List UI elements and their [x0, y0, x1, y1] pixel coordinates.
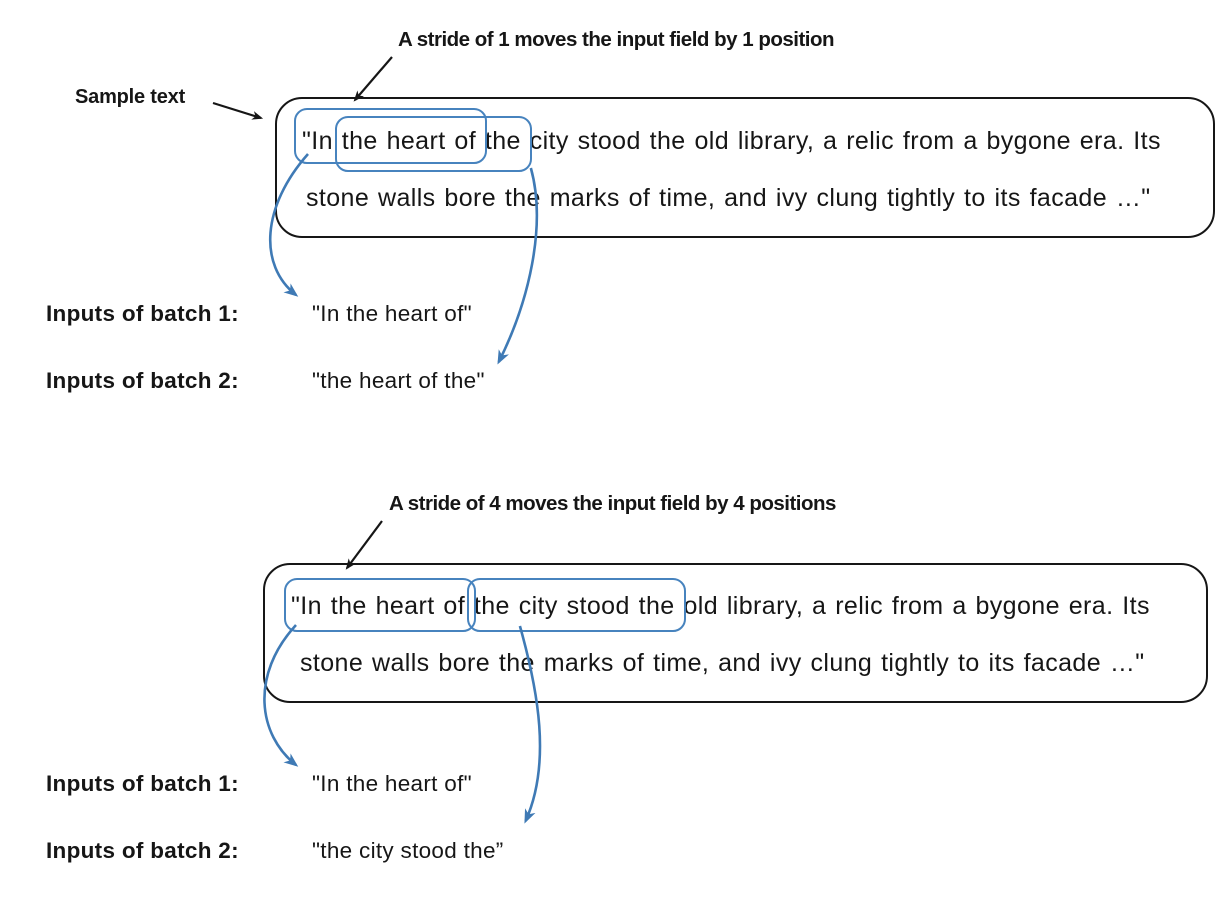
sample-text-label: Sample text — [75, 86, 186, 108]
batch2-value: "the city stood the” — [312, 838, 504, 863]
batch1-label: Inputs of batch 1: — [46, 301, 239, 326]
stride1-annotation-arrow — [355, 57, 392, 100]
stride4-annotation-arrow — [347, 521, 382, 568]
sample-text-line2: stone walls bore the marks of time, and ivy clung tightly to its facade …" — [300, 649, 1145, 677]
batch2-value: "the heart of the" — [312, 368, 485, 393]
sample-text-line1: "In the heart of the city stood the old library, a relic from a bygone era. Its — [291, 592, 1150, 620]
sample-text-box-1 — [275, 97, 1215, 238]
panel1-title: A stride of 1 moves the input field by 1 position — [398, 28, 835, 51]
batch1-value: "In the heart of" — [312, 771, 472, 796]
batch1-label: Inputs of batch 1: — [46, 771, 239, 796]
batch2-label: Inputs of batch 2: — [46, 838, 239, 863]
sample-text-line2: stone walls bore the marks of time, and ivy clung tightly to its facade …" — [306, 184, 1151, 212]
sample-text-arrow — [213, 103, 261, 118]
panel2-title: A stride of 4 moves the input field by 4 positions — [389, 492, 836, 515]
batch1-value: "In the heart of" — [312, 301, 472, 326]
sample-text-box-2 — [263, 563, 1208, 703]
sample-text-line1: "In the heart of the city stood the old library, a relic from a bygone era. Its — [302, 127, 1161, 155]
batch2-label: Inputs of batch 2: — [46, 368, 239, 393]
